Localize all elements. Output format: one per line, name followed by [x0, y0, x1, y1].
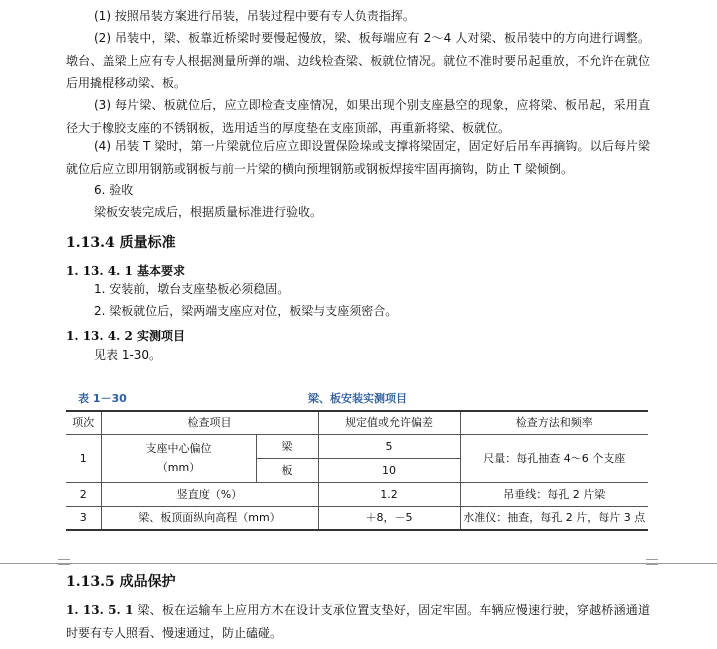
requirement-2: 2. 梁板就位后，梁两端支座应对位，板梁与支座须密合。	[94, 304, 398, 318]
row2-value: 1.2	[318, 482, 460, 506]
row3-no: 3	[66, 506, 101, 530]
row1-item-line1: 支座中心偏位	[145, 442, 212, 455]
row1-val-a: 5	[318, 434, 460, 458]
page-corner-mark	[58, 564, 70, 571]
row1-sub-a: 梁	[256, 434, 318, 458]
table-header-row	[66, 411, 648, 434]
row1-sub-b: 板	[256, 458, 318, 482]
row2-method: 吊垂线：每孔 2 片梁	[460, 482, 648, 506]
page-corner-mark	[58, 553, 70, 560]
row1-no: 1	[66, 434, 101, 482]
row1-method: 尺量：每孔抽查 4～6 个支座	[460, 434, 648, 482]
subsection-heading-1-13-4-1: 1. 13. 4. 1 基本要求	[66, 264, 185, 278]
inspection-table	[66, 410, 648, 531]
row3-value: ＋8，－5	[318, 506, 460, 530]
header-value: 规定值或允许偏差	[318, 411, 460, 434]
paragraph-4: (4) 吊装 T 梁时，第一片梁就位后应立即设置保险垛或支撑将梁固定，固定好后吊车再摘钩。以后每片梁就位后应立即用钢筋或钢板与前一片梁的横向预埋钢筋或钢板焊接牢固再摘钩，防止 T 梁倾倒。	[66, 139, 650, 176]
subsection-heading-1-13-4-2: 1. 13. 4. 2 实测项目	[66, 329, 185, 343]
table-number: 表 1－30	[78, 392, 127, 405]
table-row	[66, 434, 648, 458]
see-table-text: 见表 1-30。	[94, 348, 162, 362]
row3-item: 梁、板顶面纵向高程（mm）	[101, 506, 318, 530]
row2-item: 竖直度（%）	[101, 482, 318, 506]
page-break-divider	[0, 563, 717, 564]
header-method: 检查方法和频率	[460, 411, 648, 434]
item-6-heading: 6. 验收	[94, 183, 134, 197]
paragraph-2: (2) 吊装中，梁、板靠近桥梁时要慢起慢放，梁、板每端应有 2～4 人对梁、板吊装中的方向进行调整。墩台、盖梁上应有专人根据测量所弹的端、边线检查梁、板就位情况。就位不准时要吊起重放，不允许在就位后用撬棍移动梁、板。	[66, 31, 650, 90]
paragraph-3: (3) 每片梁、板就位后，应立即检查支座情况，如果出现个别支座悬空的现象，应将梁、板吊起，采用直径大于橡胶支座的不锈钢板，选用适当的厚度垫在支座顶部，再重新将梁、板就位。	[66, 98, 650, 135]
row1-item-line2: （mm）	[156, 461, 201, 474]
paragraph-1: (1) 按照吊装方案进行吊装，吊装过程中要有专人负责指挥。	[94, 9, 415, 23]
row3-method: 水准仪：抽查，每孔 2 片，每片 3 点	[460, 506, 648, 530]
section-heading-1-13-5: 1.13.5 成品保护	[66, 574, 176, 590]
paragraph-6-number: 1. 13. 5. 1	[66, 603, 134, 617]
paragraph-6-text: 梁、板在运输车上应用方木在设计支承位置支垫好，固定牢固。车辆应慢速行驶，穿越桥涵通道时要有专人照看、慢速通过，防止磕碰。	[66, 603, 650, 640]
page-corner-mark	[646, 553, 658, 560]
page-corner-mark	[646, 564, 658, 571]
row1-val-b: 10	[318, 458, 460, 482]
header-item: 检查项目	[101, 411, 318, 434]
table-row	[66, 482, 648, 506]
row1-item	[101, 434, 256, 482]
paragraph-6	[66, 599, 650, 644]
header-no: 项次	[66, 411, 101, 434]
section-heading-1-13-4: 1.13.4 质量标准	[66, 235, 176, 251]
paragraph-5: 梁板安装完成后，根据质量标准进行验收。	[94, 205, 323, 219]
table-title: 梁、板安装实测项目	[308, 392, 407, 405]
table-row	[66, 506, 648, 530]
row2-no: 2	[66, 482, 101, 506]
requirement-1: 1. 安装前，墩台支座垫板必须稳固。	[94, 282, 290, 296]
